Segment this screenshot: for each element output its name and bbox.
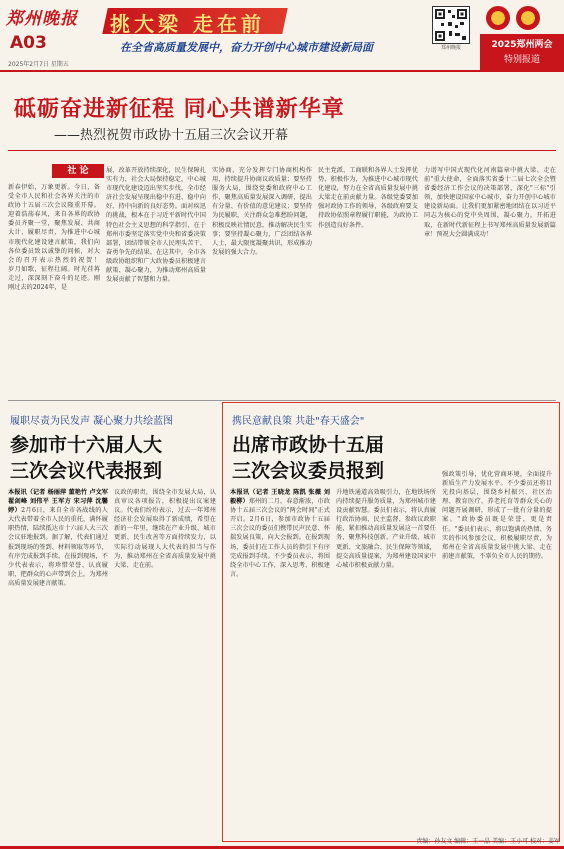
slogan-subtitle: 在全省高质量发展中，奋力开创中心城市建设新局面 xyxy=(120,41,373,54)
editorial-column: 力谱写中国式现代化河南篇章中挑大梁、走在前"重大使命，全面落实省委十二届七次全会暨省委经济工作会议的决策部署，深化"三标"引领，加快建设国家中心城市，奋力开创中心城市建设新局面。让我们更加紧密地团结在以习近平同志为核心的党中央周围，凝心聚力，开拓进取，在新时代新征程上书写郑州高质量发展新篇章！预祝大会圆满成功！ xyxy=(424,167,556,238)
left-article-byline: 本报讯（记者 杨丽萍 董艳竹 卢文军 翟剑峰 刘伟平 王军方 宋习萍 沈馨婷） xyxy=(8,489,108,515)
right-article-kicker: 携民意献良策 共赴"春天盛会" xyxy=(232,416,365,427)
session-subtitle: 特别报道 xyxy=(503,55,540,65)
slogan: 挑大梁 走在前 xyxy=(110,12,265,36)
page-headline: 砥砺奋进新征程 同心共谱新华章 xyxy=(14,97,345,122)
newspaper-logo: 郑州晚报 xyxy=(6,9,78,29)
editorial-tag: 社 论 xyxy=(52,164,104,178)
headline-divider xyxy=(8,150,556,151)
left-article-body: 2月6日，来自全市各战线的人大代表带着全市人民的重托，满怀履职热情，陆续抵达市十六届人大三次会议驻地报到。据了解，代表们通过报到现场的签到、材料领取等环节，有序完成报到手续。在报到现场，不少代表表示，将珍惜荣誉、认真履职，把群众的心声带到会上，为郑州高质量发展建言献策。 xyxy=(8,507,108,587)
right-article-title: 三次会议委员报到 xyxy=(232,460,385,482)
left-article-kicker: 履职尽责为民发声 凝心聚力共绘蓝图 xyxy=(10,416,174,427)
right-article-byline: 本报讯（记者 王晓龙 陈凯 张薇 刘毅柳） xyxy=(230,489,330,506)
masthead-divider xyxy=(0,70,564,72)
page-subheadline: ——热烈祝贺市政协十五届三次会议开幕 xyxy=(54,128,289,143)
page-credits: 责编：孙友文 编辑：王一晶 美编：王小可 校对：姜军 xyxy=(416,838,560,845)
national-emblem-icon xyxy=(486,6,510,30)
right-article-column: 升地铁通道高效吸引力，在地铁场所内持续提升服务质量，为郑州城市建设贡献智慧。委员们表示，将认真履行政治协商、民主监督、参政议政职能，紧扣推动高质量发展这一首要任务，聚焦科技创新、产业升级、城市更新、文旅融合、民生保障等领域，提交高质量提案，为郑州建设国家中心城市积极贡献力量。 xyxy=(336,489,436,569)
session-title: 2025郑州两会 xyxy=(491,40,553,50)
editorial-column: 展，改革开放持续深化，民生保障扎实有力，社会大局保持稳定，中心城市现代化建设迈出坚实步伐，全市经济社会发展呈现出稳中有进、稳中向好、持中向新的良好态势。面对疾迅的挑战，根本在于习近平新时代中国特色社会主义思想的科学指引，在于郑州市委坚定落实党中央和省委决策部署，团结带领全市人民埋头苦干、奋勇争先的结果。在这其中，全市各级政协组织和广大政协委员积极建言献策、凝心聚力，为推动郑州高质量发展贡献了智慧和力量。 xyxy=(106,167,206,284)
cppcc-emblem-icon xyxy=(516,6,540,30)
right-article-body: 郑州的二月，春意渐浓，市政协十五届三次会议的"两会时间"正式开启。2月6日，参加市政协十五届三次会议的委员们携带民声民意、怀揣发展良策，向大会报到。在报到现场，委员们在工作人员的指引下有序完成报到手续。不少委员表示，将围绕全市中心工作，深入思考、积极建言。 xyxy=(230,498,330,578)
left-article-column: 议政的职责，围绕全市发展大局，认真审议各项报告，积极提出议案建议。代表们纷纷表示，过去一年郑州经济社会发展取得了新成绩，希望在新的一年里，继续在产业升级、城市更新、民生改善等方面持续发力，以实际行动展现人大代表的担当与作为，推动郑州在全省高质量发展中挑大梁、走在前。 xyxy=(114,489,216,569)
section-divider xyxy=(8,400,556,401)
qr-code-icon xyxy=(432,6,470,44)
left-article-column xyxy=(8,488,108,830)
right-article-column xyxy=(230,488,330,824)
editorial-column: 实协商，充分发挥专门协商机构作用，持续提升协商议政质量；要坚持服务大局，围绕党委和政府中心工作，聚焦高质量发展深入调研，提出有分量、有价值的意见建议；要坚持为民履职，关注群众急难愁盼问题，积极反映社情民意，推动解决民生实事；要坚持凝心聚力，广泛团结各界人士，最大限度凝聚共识，形成推动发展的强大合力。 xyxy=(212,167,312,256)
qr-label: 郑州晚报 xyxy=(440,45,461,51)
left-article-title: 参加市十六届人大 xyxy=(10,434,163,456)
left-article-title: 三次会议代表报到 xyxy=(10,460,163,482)
editorial-column: 新春伊始，万象更新。今日，备受全市人民和社会各界关注的市政协十五届三次会议隆重开幕。迎着浩荡春风，来自各界的政协委员齐聚一堂，聚焦发展、共商大计、履职尽责，为推进中心城市现代化建设建言献策，我们向各位委员致以诚挚的问候，对大会的召开表示热烈的祝贺！ 岁月如歌，征程壮阔。时光荏苒走过，深深刻下奋斗的足迹。刚刚过去的2024年，是 xyxy=(8,184,100,292)
page-number: A03 xyxy=(10,33,47,53)
right-article-title: 出席市政协十五届 xyxy=(232,434,385,456)
issue-date: 2025年2月7日 星期五 xyxy=(8,61,69,68)
right-article-column: 强政策引导，优化营商环境，全面提升新质生产力发展水平。不少委员还将目光投向基层，围绕乡村振兴、社区治理、教育医疗、养老托育等群众关心的问题开展调研，形成了一批有分量的提案。"政协委员既是荣誉，更是责任。"委员们表示，将以饱满的热情、务实的作风参加会议，积极履职尽责，为郑州在全省高质量发展中挑大梁、走在前建言献策，不辜负全市人民的期待。 xyxy=(442,471,552,560)
editorial-column: 民主党派、工商联和各界人士发挥优势、积极作为，为推进中心城市现代化建设，努力在全省高质量发展中挑大梁走在前贡献力量。各级党委要加强对政协工作的领导，各级政府要支持政协依照章程履行职能，为政协工作创造良好条件。 xyxy=(318,167,418,229)
